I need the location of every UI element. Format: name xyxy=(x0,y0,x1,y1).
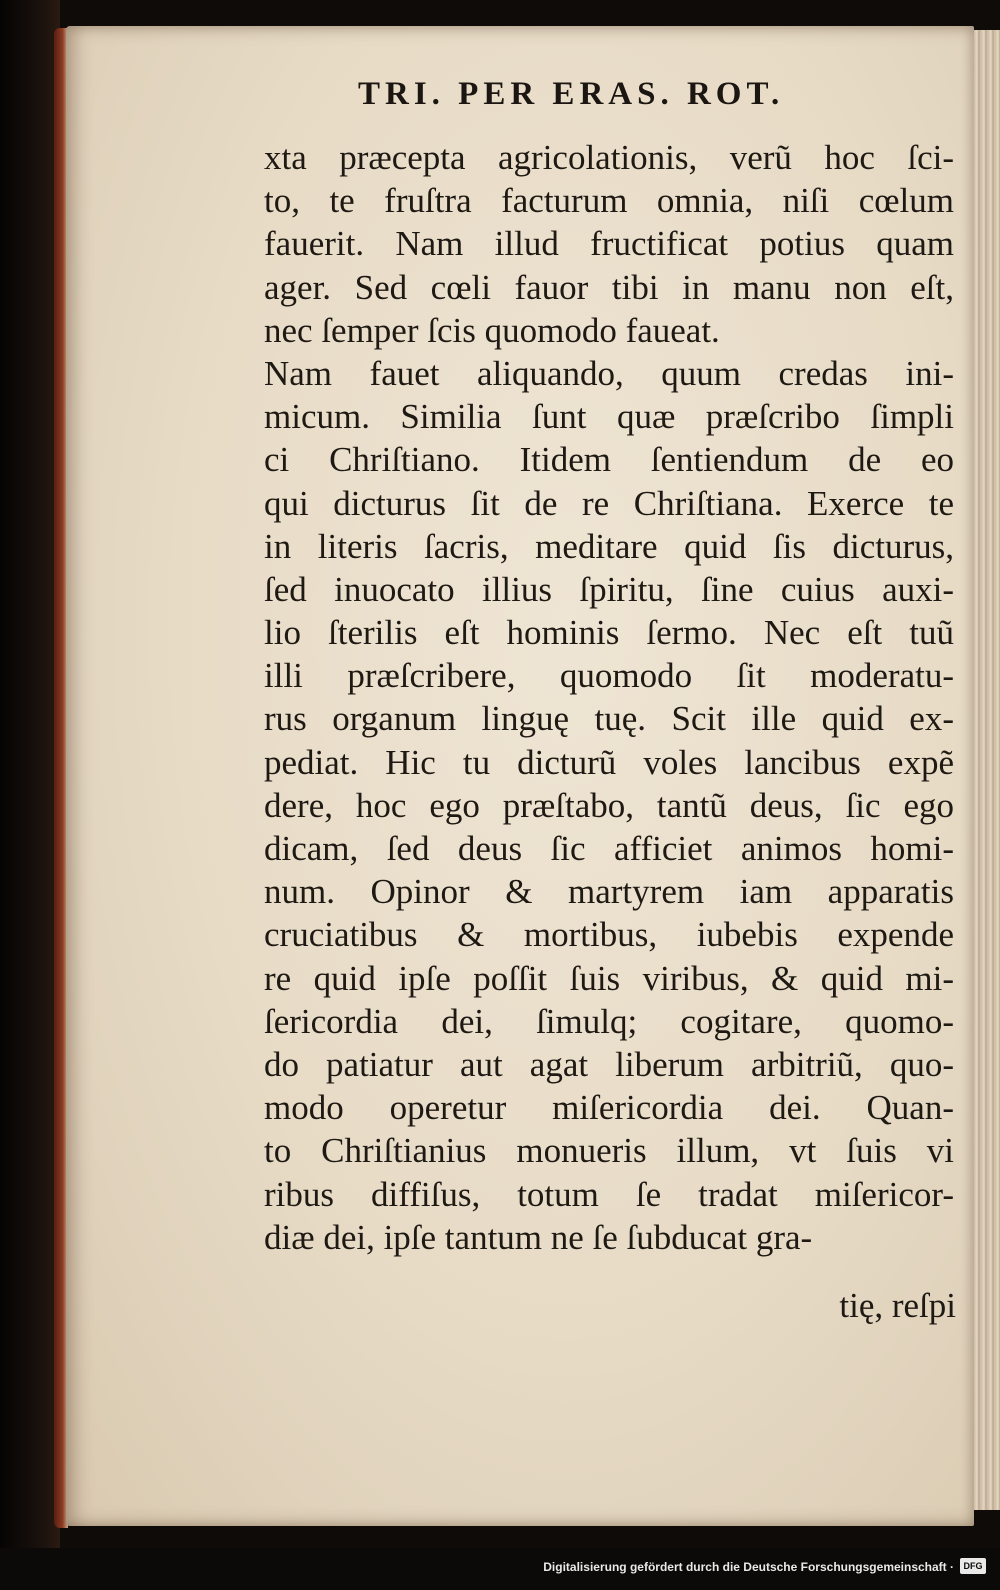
book-spine-shadow xyxy=(0,0,60,1590)
text-line: ſed inuocato illius ſpiritu, ſine cuius auxi- xyxy=(264,569,954,609)
text-line: to, te fruſtra facturum omnia, niſi cœlum xyxy=(264,181,954,221)
text-line: modo operetur miſericordia dei. Quan- xyxy=(264,1088,954,1128)
text-line: xta præcepta agricolationis, verũ hoc ſci- xyxy=(264,138,954,177)
text-line: do patiatur aut agat liberum arbitriũ, quo- xyxy=(264,1044,954,1084)
text-line: in literis ſacris, meditare quid ſis dicturus, xyxy=(264,526,954,566)
text-line: lio ſterilis eſt hominis ſermo. Nec eſt tuũ xyxy=(264,613,954,653)
text-line: dicam, ſed deus ſic afficiet animos homi- xyxy=(264,829,954,868)
book-page xyxy=(66,26,974,1526)
text-line: to Chriſtianius monueris illum, vt ſuis vi xyxy=(264,1131,954,1171)
text-line: nec ſemper ſcis quomodo faueat. xyxy=(264,310,720,350)
text-line: cruciatibus & mortibus, iubebis expende xyxy=(264,915,954,955)
text-line: re quid ipſe poſſit ſuis viribus, & quid mi- xyxy=(264,958,954,998)
text-line: num. Opinor & martyrem iam apparatis xyxy=(264,872,954,912)
text-line: diæ dei, ipſe tantum ne ſe ſubducat gra- xyxy=(264,1217,813,1257)
funding-credit: Digitalisierung gefördert durch die Deutsche Forschungsgemeinschaft · xyxy=(543,1560,954,1574)
dfg-logo-icon: DFG xyxy=(960,1558,986,1574)
body-text xyxy=(264,136,954,1259)
catchword: tię, reſpi xyxy=(839,1286,956,1325)
text-line: ci Chriſtiano. Itidem ſentiendum de eo xyxy=(264,440,954,480)
text-line: micum. Similia ſunt quæ præſcribo ſimpli xyxy=(264,397,954,437)
text-line: fauerit. Nam illud fructificat potius quam xyxy=(264,224,954,264)
text-line: Nam fauet aliquando, quum credas ini- xyxy=(264,353,954,393)
text-line: ribus diffiſus, totum ſe tradat miſericor- xyxy=(264,1174,954,1214)
text-line: pediat. Hic tu dicturũ voles lancibus expẽ xyxy=(264,742,954,782)
text-line: ſericordia dei, ſimulq; cogitare, quomo- xyxy=(264,1001,954,1041)
running-head: TRI. PER ERAS. ROT. xyxy=(358,76,785,112)
text-line: illi præſcribere, quomodo ſit moderatu- xyxy=(264,656,954,696)
footer-bar xyxy=(0,1548,1000,1590)
text-line: qui dicturus ſit de re Chriſtiana. Exerce te xyxy=(264,483,954,523)
text-line: dere, hoc ego præſtabo, tantũ deus, ſic ego xyxy=(264,785,954,825)
text-line: rus organum linguę tuę. Scit ille quid ex- xyxy=(264,699,954,739)
text-line: ager. Sed cœli fauor tibi in manu non eſt, xyxy=(264,267,954,307)
